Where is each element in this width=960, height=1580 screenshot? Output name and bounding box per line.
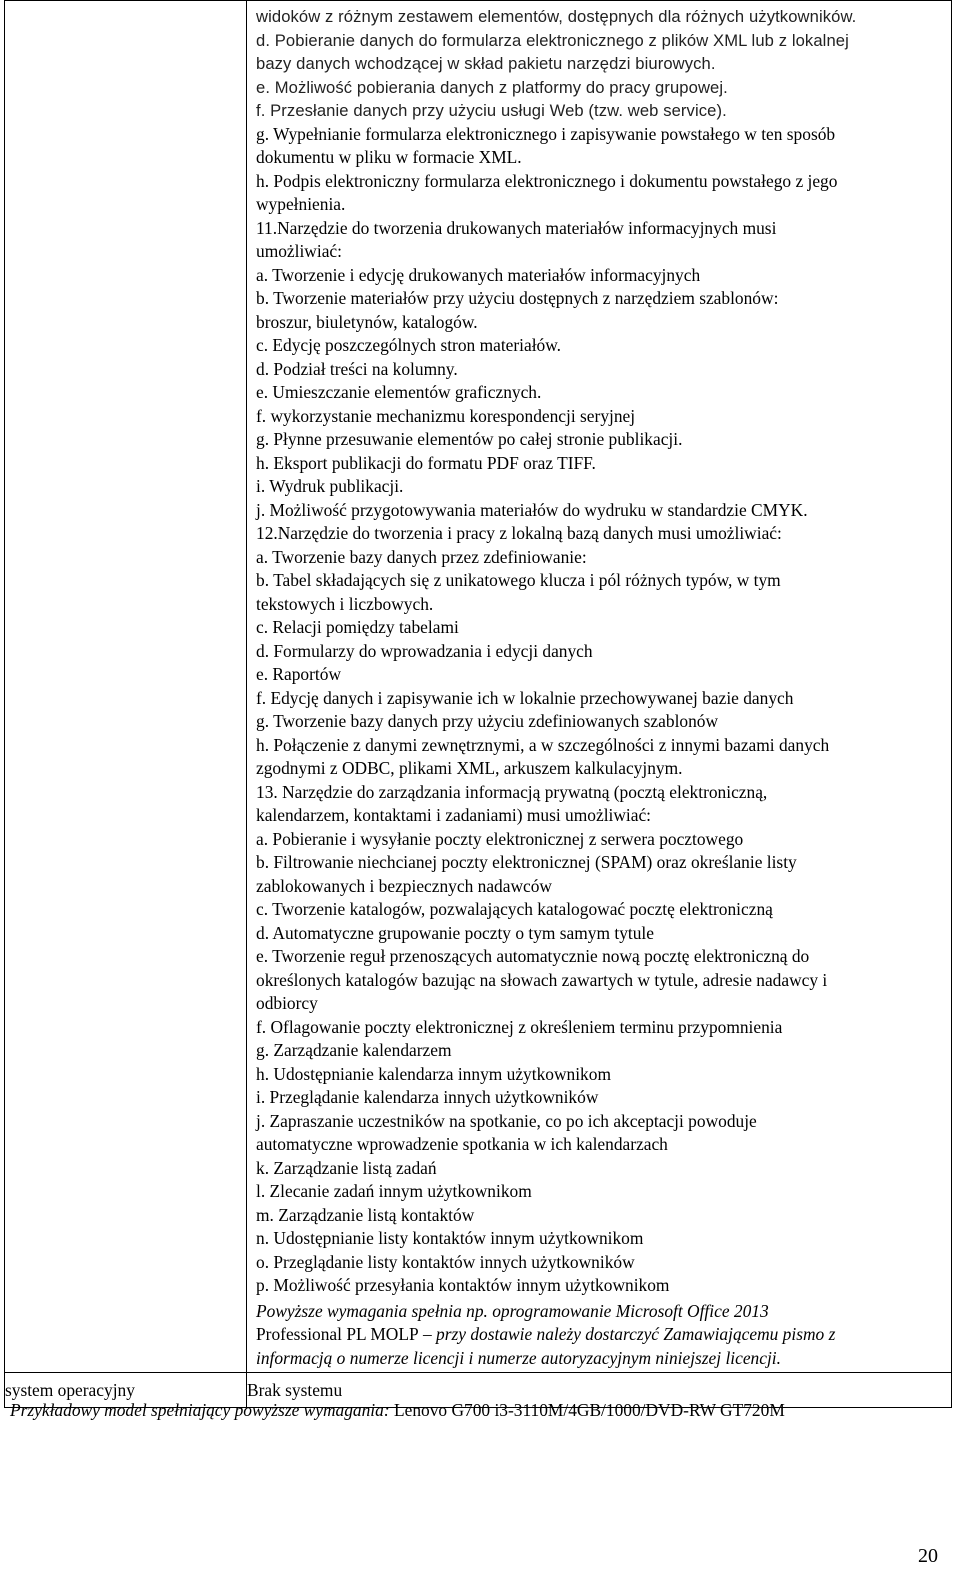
delivery-note: – przy dostawie należy dostarczyć Zamawiającemu pismo z (418, 1324, 836, 1344)
requirement-line: automatyczne wprowadzenie spotkania w ich kalendarzach (256, 1134, 668, 1154)
requirement-line: b. Tworzenie materiałów przy użyciu dostępnych z narzędziem szablonów: (256, 288, 779, 308)
example-model-note (10, 1400, 785, 1421)
requirement-line: n. Udostępnianie listy kontaktów innym użytkownikom (256, 1228, 644, 1248)
page-number: 20 (918, 1545, 938, 1567)
requirement-line: kalendarzem, kontaktami i zadaniami) musi umożliwiać: (256, 805, 652, 825)
requirement-line: e. Tworzenie reguł przenoszących automatycznie nową pocztę elektroniczną do (256, 946, 810, 966)
requirement-line: broszur, biuletynów, katalogów. (256, 311, 478, 332)
requirement-line: p. Możliwość przesyłania kontaktów innym użytkownikom (256, 1275, 670, 1295)
requirement-line: c. Edycję poszczególnych stron materiałów. (256, 335, 562, 355)
requirement-line: zablokowanych i bezpiecznych nadawców (256, 875, 552, 896)
requirement-line: g. Zarządzanie kalendarzem (256, 1040, 452, 1060)
requirement-line: e. Raportów (256, 664, 342, 684)
requirements-list (247, 1, 951, 1300)
license-name: Professional PL MOLP (256, 1324, 419, 1344)
compliance-note-line-3: informacją o numerze licencji i numerze autoryzacyjnym niniejszej licencji. (256, 1347, 781, 1368)
requirement-line: a. Tworzenie bazy danych przez zdefiniowanie: (256, 546, 587, 567)
requirement-line: b. Filtrowanie niechcianej poczty elektronicznej (SPAM) oraz określanie listy (256, 852, 797, 872)
requirement-line: h. Udostępnianie kalendarza innym użytkownikom (256, 1063, 611, 1084)
requirement-line: 13. Narzędzie do zarządzania informacją prywatną (pocztą elektroniczną, (256, 781, 768, 802)
requirement-line: określonych katalogów bazując na słowach zawartych w tytule, adresie nadawcy i (256, 969, 828, 990)
requirement-line: dokumentu w pliku w formacie XML. (256, 147, 522, 167)
requirement-line: l. Zlecanie zadań innym użytkownikom (256, 1181, 532, 1201)
example-model-label: Przykładowy model spełniający powyższe wymagania: (10, 1400, 390, 1420)
requirement-line: f. Przesłanie danych przy użyciu usługi Web (tzw. web service). (256, 101, 727, 120)
requirement-line: 12.Narzędzie do tworzenia i pracy z lokalną bazą danych musi umożliwiać: (256, 523, 782, 543)
requirement-line: a. Tworzenie i edycję drukowanych materiałów informacyjnych (256, 264, 701, 285)
requirement-line: f. Oflagowanie poczty elektronicznej z określeniem terminu przypomnienia (256, 1016, 783, 1037)
requirement-line: o. Przeglądanie listy kontaktów innych użytkowników (256, 1251, 635, 1272)
requirement-line: wypełnienia. (256, 194, 346, 214)
requirement-line: bazy danych wchodzącej w skład pakietu narzędzi biurowych. (256, 54, 716, 73)
requirement-line: f. Edycję danych i zapisywanie ich w lokalnie przechowywanej bazie danych (256, 687, 794, 708)
requirement-line: c. Tworzenie katalogów, pozwalających katalogować pocztę elektroniczną (256, 899, 773, 919)
requirement-line: j. Zapraszanie uczestników na spotkanie, co po ich akceptacji powoduje (256, 1110, 757, 1131)
requirement-line: d. Formularzy do wprowadzania i edycji danych (256, 640, 593, 661)
requirement-line: g. Płynne przesuwanie elementów po całej stronie publikacji. (256, 429, 683, 449)
requirements-label-cell (5, 1, 247, 1373)
compliance-note-line-2 (256, 1323, 951, 1347)
requirement-line: h. Eksport publikacji do formatu PDF oraz TIFF. (256, 452, 596, 473)
requirements-cell (247, 1, 952, 1373)
requirement-line: 11.Narzędzie do tworzenia drukowanych materiałów informacyjnych musi (256, 217, 777, 238)
requirement-line: e. Możliwość pobierania danych z platformy do pracy grupowej. (256, 77, 728, 97)
requirement-line: zgodnymi z ODBC, plikami XML, arkuszem kalkulacyjnym. (256, 758, 683, 778)
requirement-line: i. Wydruk publikacji. (256, 476, 404, 496)
requirement-line: a. Pobieranie i wysyłanie poczty elektronicznej z serwera pocztowego (256, 828, 744, 849)
requirement-line: j. Możliwość przygotowywania materiałów do wydruku w standardzie CMYK. (256, 499, 808, 520)
requirement-line: e. Umieszczanie elementów graficznych. (256, 382, 542, 402)
requirement-line: m. Zarządzanie listą kontaktów (256, 1204, 475, 1225)
requirement-line: tekstowych i liczbowych. (256, 593, 434, 614)
requirement-line: b. Tabel składających się z unikatowego klucza i pól różnych typów, w tym (256, 570, 781, 590)
requirement-line: g. Tworzenie bazy danych przy użyciu zdefiniowanych szablonów (256, 711, 719, 731)
requirement-line: i. Przeglądanie kalendarza innych użytkowników (256, 1087, 599, 1107)
requirement-line: d. Pobieranie danych do formularza elektronicznego z plików XML lub z lokalnej (256, 30, 849, 50)
os-value: Brak systemu (247, 1373, 952, 1408)
requirement-line: d. Automatyczne grupowanie poczty o tym samym tytule (256, 922, 654, 943)
requirement-line: h. Podpis elektroniczny formularza elektronicznego i dokumentu powstałego z jego (256, 170, 838, 191)
example-model-value: Lenovo G700 i3-3110M/4GB/1000/DVD-RW GT720M (389, 1400, 785, 1420)
compliance-note-line-1: Powyższe wymagania spełnia np. oprogramowanie Microsoft Office 2013 (256, 1300, 769, 1321)
requirement-line: f. wykorzystanie mechanizmu korespondencji seryjnej (256, 405, 636, 426)
requirement-line: k. Zarządzanie listą zadań (256, 1157, 437, 1178)
requirement-line: c. Relacji pomiędzy tabelami (256, 617, 459, 637)
requirement-line: umożliwiać: (256, 241, 342, 261)
requirement-line: g. Wypełnianie formularza elektronicznego i zapisywanie powstałego w ten sposób (256, 123, 836, 144)
os-label: system operacyjny (5, 1373, 247, 1408)
requirement-line: widoków z różnym zestawem elementów, dostępnych dla różnych użytkowników. (256, 7, 857, 26)
specification-table (4, 0, 952, 1408)
requirement-line: d. Podział treści na kolumny. (256, 358, 458, 379)
requirement-line: odbiorcy (256, 993, 318, 1013)
requirements-row (5, 1, 952, 1373)
requirement-line: h. Połączenie z danymi zewnętrznymi, a w szczególności z innymi bazami danych (256, 734, 830, 755)
